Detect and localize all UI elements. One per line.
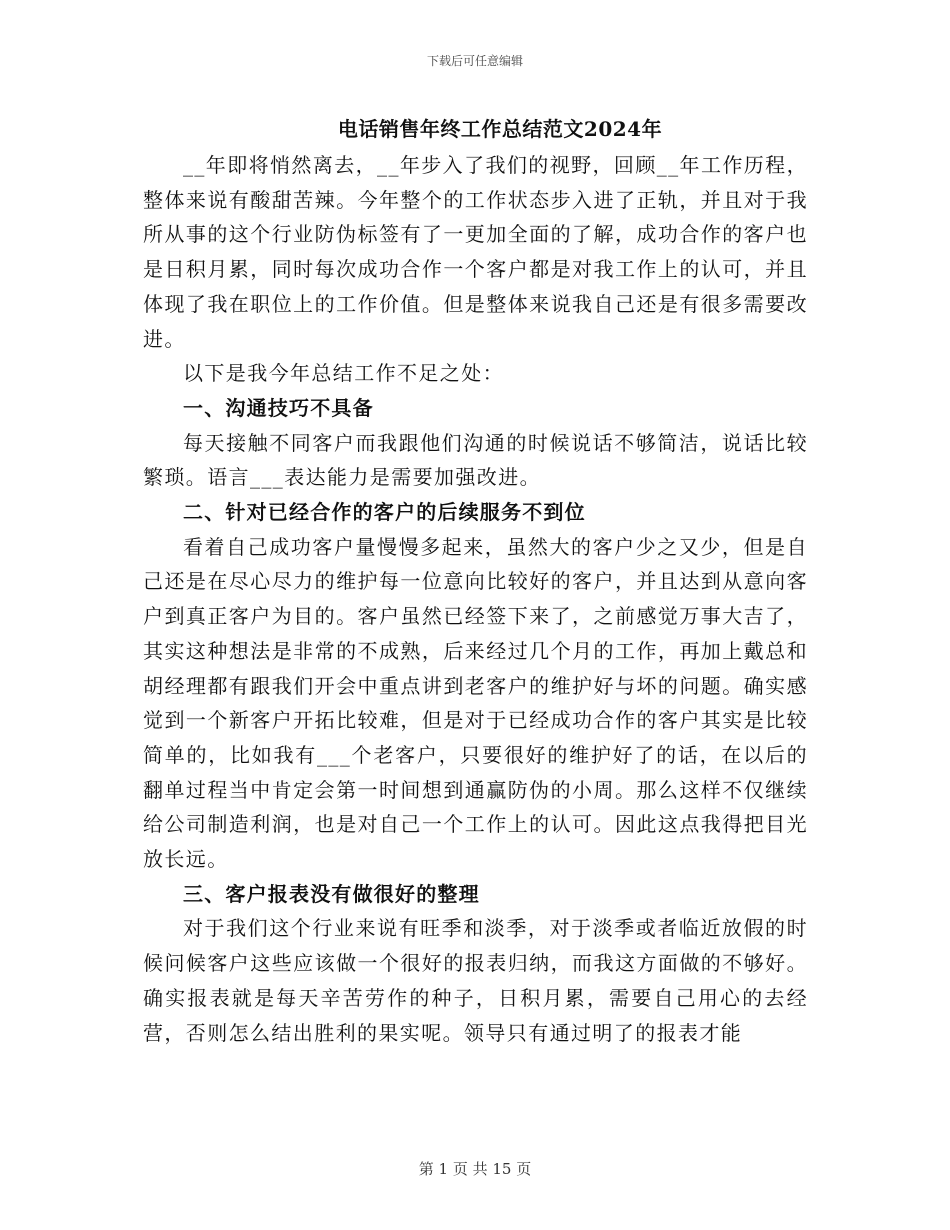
follow-up-service-paragraph: 看着自己成功客户量慢慢多起来，虽然大的客户少之又少，但是自己还是在尽心尽力的维护每一位意向比较好的客户，并且达到从意向客户到真正客户为目的。客户虽然已经签下来了，之前感觉万事大吉了，其实这种想法是非常的不成熟，后来经过几个月的工作，再加上戴总和胡经理都有跟我们开会中重点讲到老客户的维护好与坏的问题。确实感觉到一个新客户开拓比较难，但是对于已经成功合作的客户其实是比较简单的，比如我有___个老客户，只要很好的维护好了的话，在以后的翻单过程当中肯定会第一时间想到通赢防伪的小周。那么这样不仅继续给公司制造利润，也是对自己一个工作上的认可。因此这点我得把目光放长远。 [143, 534, 808, 872]
intro-paragraph: __年即将悄然离去，__年步入了我们的视野，回顾__年工作历程，整体来说有酸甜苦辣。今年整个的工作状态步入进了正轨，并且对于我所从事的这个行业防伪标签有了一更加全面的了解，成功合作的客户也是日积月累，同时每次成功合作一个客户都是对我工作上的认可，并且体现了我在职位上的工作价值。但是整体来说我自己还是有很多需要改进。 [143, 153, 808, 351]
customer-reports-paragraph: 对于我们这个行业来说有旺季和淡季，对于淡季或者临近放假的时候问候客户这些应该做一个很好的报表归纳，而我这方面做的不够好。确实报表就是每天辛苦劳作的种子，日积月累，需要自己用心的去经营，否则怎么结出胜利的果实呢。领导只有通过明了的报表才能 [143, 916, 808, 1045]
section-heading-customer-reports: 三、客户报表没有做很好的整理 [183, 881, 480, 906]
section-heading-communication: 一、沟通技巧不具备 [183, 395, 374, 420]
page-header-note: 下载后可任意编辑 [426, 54, 523, 68]
communication-paragraph: 每天接触不同客户而我跟他们沟通的时候说话不够简洁，说话比较繁琐。语言___表达能力是需要加强改进。 [143, 430, 808, 490]
document-body [143, 148, 808, 1050]
section-heading-follow-up-service: 二、针对已经合作的客户的后续服务不到位 [183, 500, 586, 525]
document-title: 电话销售年终工作总结范文2024年 [337, 117, 663, 141]
page-number-footer: 第 1 页 共 15 页 [418, 1160, 532, 1178]
summary-lead-paragraph: 以下是我今年总结工作不足之处： [183, 361, 504, 386]
